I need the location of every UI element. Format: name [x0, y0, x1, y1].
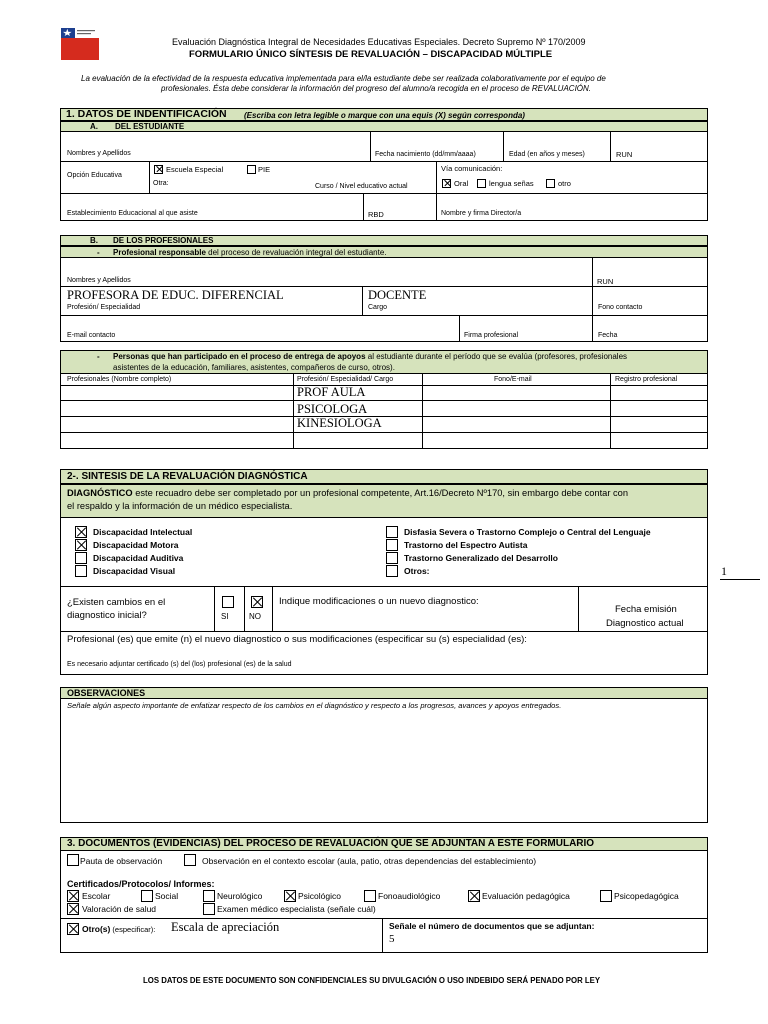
responsible-name-label: Nombres y Apellidos [67, 277, 131, 284]
email-label: E-mail contacto [67, 332, 116, 339]
social-report-checkbox[interactable] [141, 890, 153, 902]
other-option-label: Otra: [153, 180, 169, 187]
new-diagnosis-professional-label: Profesional (es) que emite (n) el nuevo diagnostico o sus modificaciones (especificar su (s) especialidad (es): [67, 634, 527, 645]
oral-label: Oral [454, 179, 469, 188]
observation-guide-checkbox[interactable] [67, 854, 79, 866]
form-title: FORMULARIO ÚNICO SÍNTESIS DE REVALUACIÓN – DISCAPACIDAD MÚLTIPLE [189, 49, 553, 60]
others-checkbox[interactable] [386, 565, 398, 577]
position-label: Cargo [368, 304, 388, 311]
special-school-checkbox[interactable] [154, 165, 163, 174]
neurological-report-label: Neurológico [217, 891, 263, 901]
health-assessment-checkbox[interactable] [67, 903, 79, 915]
observation-guide-label: Pauta de observación [80, 856, 163, 866]
certificate-note: Es necesario adjuntar certificado (s) del (los) profesional (es) de la salud [67, 661, 292, 668]
pedagogical-evaluation-checkbox[interactable] [468, 890, 480, 902]
director-label: Nombre y firma Director/a [441, 210, 522, 217]
motor-disability-label: Discapacidad Motora [93, 540, 179, 550]
hearing-disability-checkbox[interactable] [75, 552, 87, 564]
no-checkbox[interactable] [251, 596, 263, 608]
responsible-heading: Profesional responsable del proceso de revaluación integral del estudiante. [113, 248, 387, 257]
others-label: Otros: [404, 566, 430, 576]
social-report-label: Social [155, 891, 179, 901]
date-label: Fecha [598, 332, 618, 339]
changes-question-line2: diagnostico inicial? [67, 610, 147, 621]
intro-line2: profesionales. Ésta debe considerar la información del progreso del alumno/a recogida en el proceso de REVALUACIÓN. [161, 84, 592, 93]
no-label: NO [249, 612, 261, 621]
profession-value[interactable]: PROFESORA DE EDUC. DIFERENCIAL [67, 288, 284, 302]
observations-instruction: Señale algún aspecto importante de enfatizar respecto de los cambios en el diagnóstico y respecto a los progresos, avances y apoyos entregados. [67, 701, 562, 710]
medical-exam-checkbox[interactable] [203, 903, 215, 915]
issue-date-line1: Fecha emisión [615, 604, 677, 615]
participants-heading-line1: Personas que han participado en el proceso de entrega de apoyos al estudiante durante el período que se evalúa (profesores, profesionales [113, 352, 628, 361]
responsible-run-label: RUN [597, 277, 614, 286]
other-documents-label: Otro(s) (especificar): [82, 924, 156, 934]
ministry-logo [61, 28, 99, 60]
section2-title: 2-. SINTESIS DE LA REVALUACIÓN DIAGNÓSTICA [67, 471, 308, 482]
section1-title: 1. DATOS DE INDENTIFICACIÓN [66, 108, 227, 120]
student-heading: DEL ESTUDIANTE [115, 122, 185, 131]
visual-disability-label: Discapacidad Visual [93, 566, 176, 576]
neurological-report-checkbox[interactable] [203, 890, 215, 902]
yes-checkbox[interactable] [222, 596, 234, 608]
pie-label: PIE [258, 165, 271, 174]
participants-col-name: Profesionales (Nombre completo) [67, 376, 172, 383]
other-documents-checkbox[interactable] [67, 923, 79, 935]
health-assessment-label: Valoración de salud [82, 904, 157, 914]
other-communication-checkbox[interactable] [546, 179, 555, 188]
participants-heading-line2: asistentes de la educación, familiares, asistentes, compañeros de curso, otros). [113, 363, 395, 372]
school-report-label: Escolar [82, 891, 111, 901]
other-documents-value[interactable]: Escala de apreciación [171, 920, 280, 934]
age-label: Edad (en años y meses) [509, 151, 585, 158]
rbd-label: RBD [368, 210, 384, 219]
participant-profession-3[interactable]: KINESIOLOGA [297, 416, 382, 430]
participant-profession-2[interactable]: PSICOLOGA [297, 402, 368, 416]
pedagogical-evaluation-label: Evaluación pedagógica [482, 891, 570, 901]
changes-question-line1: ¿Existen cambios en el [67, 597, 166, 608]
hearing-disability-label: Discapacidad Auditiva [93, 553, 184, 563]
current-grade-label: Curso / Nivel educativo actual [315, 183, 408, 190]
other-communication-label: otro [558, 179, 571, 188]
psychological-report-checkbox[interactable] [284, 890, 296, 902]
diagnosis-note-line1: DIAGNÓSTICO este recuadro debe ser completado por un profesional competente, Art.16/Decreto Nº170, sin embargo debe contar con [67, 488, 629, 498]
visual-disability-checkbox[interactable] [75, 565, 87, 577]
psychopedagogical-report-checkbox[interactable] [600, 890, 612, 902]
medical-exam-label: Examen médico especialista (señale cuál) [217, 904, 376, 914]
professionals-letter: B. [90, 236, 98, 245]
dysphasia-label: Disfasia Severa o Trastorno Complejo o Central del Lenguaje [404, 527, 651, 537]
oral-checkbox[interactable] [442, 179, 451, 188]
participants-dash: - [97, 352, 100, 361]
document-count-label: Señale el número de documentos que se adjuntan: [389, 921, 595, 931]
sign-language-label: lengua señas [489, 179, 534, 188]
issue-date-line2: Diagnostico actual [606, 618, 684, 629]
responsible-dash: - [97, 248, 100, 257]
section1-subtitle: (Escriba con letra legible o marque con una equis (X) según corresponda) [244, 111, 525, 120]
autism-label: Trastorno del Espectro Autista [404, 540, 528, 550]
confidentiality-footer: LOS DATOS DE ESTE DOCUMENTO SON CONFIDENCIALES SU DIVULGACIÓN O USO INDEBIDO SERÁ PENADO POR LEY [143, 976, 601, 985]
pie-checkbox[interactable] [247, 165, 256, 174]
developmental-disorder-checkbox[interactable] [386, 552, 398, 564]
intellectual-disability-checkbox[interactable] [75, 526, 87, 538]
participants-col-phone: Fono/E-mail [494, 376, 532, 383]
birthdate-label: Fecha nacimiento (dd/mm/aaaa) [375, 151, 476, 158]
student-name-label: Nombres y Apellidos [67, 150, 131, 157]
signature-label: Firma profesional [464, 332, 519, 339]
intro-line1: La evaluación de la efectividad de la respuesta educativa implementada para el/la estudiante debe ser realizada colaborativamente por el equipo de [81, 74, 606, 83]
school-label: Establecimiento Educacional al que asiste [67, 210, 198, 217]
participants-col-profession: Profesión/ Especialidad/ Cargo [297, 376, 394, 383]
observations-header [60, 687, 708, 699]
special-school-label: Escuela Especial [166, 165, 224, 174]
dysphasia-checkbox[interactable] [386, 526, 398, 538]
observations-title: OBSERVACIONES [67, 688, 146, 698]
participants-col-registry: Registro profesional [615, 376, 678, 383]
speech-report-label: Fonoaudiológico [378, 891, 441, 901]
student-run-label: RUN [616, 150, 633, 159]
school-observation-checkbox[interactable] [184, 854, 196, 866]
certificates-heading: Certificados/Protocolos/ Informes: [67, 879, 215, 889]
document-count-value[interactable]: 5 [389, 933, 395, 945]
position-value[interactable]: DOCENTE [368, 288, 427, 302]
motor-disability-checkbox[interactable] [75, 539, 87, 551]
section3-title: 3. DOCUMENTOS (EVIDENCIAS) DEL PROCESO DE REVALUACIÓN QUE SE ADJUNTAN A ESTE FORMULARIO [67, 838, 595, 849]
speech-report-checkbox[interactable] [364, 890, 376, 902]
sign-language-checkbox[interactable] [477, 179, 486, 188]
page-number: 1 [721, 564, 727, 578]
yes-label: SI [221, 612, 229, 621]
developmental-disorder-label: Trastorno Generalizado del Desarrollo [404, 553, 558, 563]
diagnosis-note-line2: el respaldo y la información de un médico especialista. [67, 501, 293, 511]
autism-checkbox[interactable] [386, 539, 398, 551]
communication-label: Vía comunicación: [441, 164, 503, 173]
participant-profession-1[interactable]: PROF AULA [297, 385, 366, 399]
psychopedagogical-report-label: Psicopedagógica [614, 891, 679, 901]
school-observation-label: Observación en el contexto escolar (aula, patio, otras dependencias del establecimiento) [202, 856, 537, 866]
profession-label: Profesión/ Especialidad [67, 304, 141, 311]
psychological-report-label: Psicológico [298, 891, 341, 901]
header-line1: Evaluación Diagnóstica Integral de Necesidades Educativas Especiales. Decreto Supremo Nº 170/2009 [172, 37, 586, 47]
education-option-label: Opción Educativa [67, 172, 122, 179]
phone-label: Fono contacto [598, 304, 643, 311]
professionals-heading: DE LOS PROFESIONALES [113, 236, 214, 245]
modifications-label: Indique modificaciones o un nuevo diagnostico: [279, 596, 479, 607]
student-letter: A. [90, 122, 98, 131]
school-report-checkbox[interactable] [67, 890, 79, 902]
intellectual-disability-label: Discapacidad Intelectual [93, 527, 193, 537]
